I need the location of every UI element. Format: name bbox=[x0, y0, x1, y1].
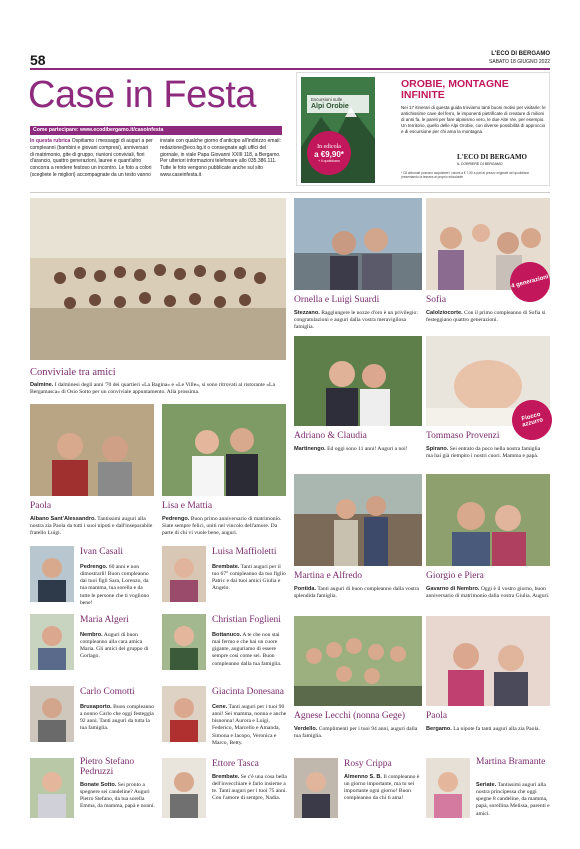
entry-place: Bergamo. bbox=[426, 726, 452, 732]
entry-body: Tanti auguri per il tuo 67° compleanno da tuo figlio Patric e dai tuoi amici Giulia e Angelo. bbox=[212, 564, 286, 592]
badge-line3: + il quotidiano bbox=[318, 158, 340, 163]
entry-body: 60 anni e non dimostrarli! Buon compleanno dai tuoi figli Sara, Lorenzo, da tua mamma, tua sorella e da tutte le persone che ti vogliono bene! bbox=[80, 564, 150, 606]
entry-place: Brembate. bbox=[212, 564, 240, 570]
photo-paola-1 bbox=[30, 404, 154, 496]
entry-text bbox=[426, 586, 550, 600]
entry-place: Pedrengo. bbox=[80, 564, 108, 570]
entry-body: Se c'è una cosa bella dell'invecchiare è farlo insieme a te. Tanti auguri per i tuoi 75 anni. Con l'amore di sempre, Nadia. bbox=[212, 774, 287, 802]
tag-fiocco-azzurro: Fiocco azzurro bbox=[508, 396, 557, 445]
entry-name: Luisa Maffioletti bbox=[212, 547, 277, 557]
entry-body: Buon primo anniversario di matrimonio. Siate sempre felici, uniti nel vincolo dell'amore. Da parte di chi vi vuole bene, auguri. bbox=[162, 516, 282, 537]
ad-price-badge bbox=[307, 131, 351, 175]
entry-body: I dalminesi degli anni '70 dei quartieri «La Bagina» e «Le Ville», si sono ritrovati al ristorante «La Bergamasca» di Osio Sotto per un conviviale appuntamento. Alla prossima. bbox=[30, 382, 275, 396]
entry-body: Ed oggi sono 11 anni! Auguri a noi! bbox=[327, 446, 408, 452]
entry-name: Pietro Stefano Pedruzzi bbox=[80, 757, 135, 777]
photo-maria-algeri bbox=[30, 614, 74, 670]
entry-place: Cene. bbox=[212, 704, 228, 710]
entry-body: Tantissimi auguri alla nostra principessa che oggi spegne 8 candeline, da mamma, papà, sorellina Melissa, parenti e amici. bbox=[476, 782, 550, 817]
advertisement[interactable] bbox=[296, 72, 550, 186]
entry-text bbox=[212, 564, 286, 593]
entry-name: Lisa e Mattia bbox=[162, 501, 213, 511]
entry-text bbox=[80, 704, 154, 733]
entry-text bbox=[476, 782, 550, 818]
entry-place: Martinengo. bbox=[294, 446, 326, 452]
entry-body: Sei pronto a spegnere sei candeline? Auguri Pietro Stefano, da tua sorella Emma, da mamma, papà e nonni. bbox=[80, 782, 155, 810]
entry-body: Tantissimi auguri alla nostra zia Paola da tutti i suoi nipoti e dall'inseparabile fratello Luigi. bbox=[30, 516, 153, 537]
photo-adriano-claudia bbox=[294, 336, 422, 426]
entry-text bbox=[80, 782, 156, 811]
page-number: 58 bbox=[30, 52, 46, 68]
badge-line1: In edicola bbox=[317, 143, 341, 150]
entry-name: Ivan Casali bbox=[80, 547, 124, 557]
entry-name: Tommaso Provenzi bbox=[426, 431, 500, 441]
entry-text bbox=[344, 774, 420, 803]
entry-name: Giacinta Donesana bbox=[212, 687, 285, 697]
intro-lead: In questa rubrica bbox=[30, 138, 71, 144]
entry-name: Giorgio e Piera bbox=[426, 571, 484, 581]
entry-name: Christian Foglieni bbox=[212, 615, 281, 625]
section-title: Case in Festa bbox=[28, 74, 256, 116]
entry-name: Martina Bramante bbox=[476, 757, 546, 767]
entry-place: Bonate Sotto. bbox=[80, 782, 117, 788]
entry-text bbox=[80, 632, 154, 661]
entry-place: Almenno S. B. bbox=[344, 774, 382, 780]
photo-giacinta-donesana bbox=[162, 686, 206, 742]
intro-col1 bbox=[30, 138, 153, 179]
newspaper-name: L'ECO DI BERGAMO bbox=[491, 51, 550, 57]
badge-price: a €9,90* bbox=[314, 149, 344, 159]
photo-agnese-lecchi bbox=[294, 616, 422, 706]
intro-col2: inviate con qualche giorno d'anticipo all'indirizzo email: redazione@eco.bg.it o consegnate agli uffici del giornale, in viale Papa Giovanni XXIII 118, a Bergamo. Per ulteriori informazioni telefonare allo 035.386.111. Tutte le foto vengono pubblicate anche sul sito www.caseinfesta.it bbox=[160, 138, 281, 178]
photo-luisa-maffioletti bbox=[162, 546, 206, 602]
entry-place: Bottanuco. bbox=[212, 632, 242, 638]
entry-text bbox=[426, 446, 546, 460]
entry-body: Sei entrato da poco nella nostra famiglia ma hai già riempito i nostri cuori. Mamma e papà. bbox=[426, 446, 541, 460]
entry-place: Verdello. bbox=[294, 726, 318, 732]
entry-text bbox=[294, 310, 420, 331]
entry-name: Martina e Alfredo bbox=[294, 571, 363, 581]
entry-place: Gavarno di Nembro. bbox=[426, 586, 480, 592]
entry-body: Oggi è il vostro giorno, buon anniversario di matrimonio dalla vostra Giulia. Auguri. bbox=[426, 586, 550, 600]
photo-martina-alfredo bbox=[294, 474, 422, 566]
entry-text bbox=[30, 382, 286, 396]
photo-christian-foglieni bbox=[162, 614, 206, 670]
entry-place: Nembro. bbox=[80, 632, 103, 638]
entry-place: Dalmine. bbox=[30, 382, 54, 388]
entry-text bbox=[294, 586, 420, 600]
issue-date: SABATO 18 GIUGNO 2022 bbox=[489, 59, 550, 65]
photo-lisa-mattia bbox=[162, 404, 286, 496]
entry-name: Conviviale tra amici bbox=[30, 367, 116, 378]
entry-place: Stezzano. bbox=[294, 310, 320, 316]
entry-name: Carlo Comotti bbox=[80, 687, 135, 697]
entry-text bbox=[212, 704, 288, 747]
intro-col1-text: Ospitiamo i messaggi di auguri a per compleanni (bambini e giovani compresi), anniversari di matrimonio, gite di gruppo, riunioni conviviali, fiori d'arancio, quattro generazioni, lauree e quant'altro concorra a rendere festoso un incontro. Le foto a colori (scegliete le migliori) accompagnate da un testo vanno bbox=[30, 138, 153, 178]
entry-name: Maria Algeri bbox=[80, 615, 129, 625]
entry-body: Raggiungere le nozze d'oro è un privilegio: congratulazioni e auguri dalla vostra meravigliosa famiglia. bbox=[294, 310, 418, 331]
header-rule bbox=[30, 68, 550, 70]
entry-text bbox=[426, 310, 550, 324]
entry-body: Buon compleanno a nonno Carlo che oggi festeggia 92 anni. Tanti auguri da tutta la tua famiglia. bbox=[80, 704, 154, 732]
entry-place: Pedrengo. bbox=[162, 516, 190, 522]
photo-martina-bramante bbox=[426, 758, 470, 818]
entry-text bbox=[294, 446, 414, 453]
entry-text bbox=[294, 726, 420, 740]
photo-giorgio-piera bbox=[426, 474, 550, 566]
ad-brand-sub: IL CORRIERE DI BERGAMO bbox=[457, 162, 503, 166]
how-to-bar: Come partecipare: www.ecodibergamo.it/casoinfesta bbox=[30, 126, 282, 135]
entry-place: Spirano. bbox=[426, 446, 449, 452]
entry-body: Tanti auguri per i tuoi 90 anni! Sei mamma, nonna e anche bisnonna! Aurora e Luigi, Federico, Marcello e Amanda, Simona e Jacopo, Veronica e Marco, Betty. bbox=[212, 704, 287, 746]
photo-rosy-crippa bbox=[294, 758, 338, 818]
entry-name: Agnese Lecchi (nonna Gege) bbox=[294, 711, 406, 721]
tag-four-generations: 4 generazioni bbox=[506, 258, 555, 307]
entry-name: Ettore Tasca bbox=[212, 759, 259, 769]
section-divider bbox=[30, 192, 550, 193]
entry-text bbox=[426, 726, 546, 733]
entry-body: Il compleanno è un giorno importante, ma tu sei importante ogni giorno! Buon compleanno da chi ti ama! bbox=[344, 774, 420, 802]
entry-text bbox=[212, 774, 288, 803]
entry-text bbox=[30, 516, 154, 537]
photo-ettore-tasca bbox=[162, 758, 206, 818]
ad-headline: OROBIE, MONTAGNE INFINITE bbox=[401, 78, 509, 102]
ad-brand: L'ECO DI BERGAMO bbox=[457, 153, 528, 161]
entry-name: Ornella e Luigi Suardi bbox=[294, 295, 380, 305]
book-title: Alpi Orobie bbox=[311, 103, 349, 110]
photo-conviviale bbox=[30, 198, 286, 360]
entry-text bbox=[80, 564, 154, 607]
entry-place: Seriate. bbox=[476, 782, 497, 788]
entry-body: Tanti auguri di buon compleanno dalla vostra splendida famiglia. bbox=[294, 586, 419, 600]
ad-footnote: * Gli abbonati possono acquistare i volumi a € 7,50 a pari al prezzo originale del quotidiano presentando la tessera al proprio edicolante bbox=[401, 171, 530, 180]
entry-text bbox=[162, 516, 286, 537]
entry-place: Calolziocorte. bbox=[426, 310, 463, 316]
photo-paola-2 bbox=[426, 616, 550, 706]
entry-place: Brusaporto. bbox=[80, 704, 112, 710]
ad-text: Nei 17 itinerari di questa guida troviamo tanti buoni motivi per visitarle: le antichissime cave del ferro, le imponenti pietrificate di creature di milioni di anni fa, le pareti per fare alpinismo vero, le due Alte Vie, per esempio. Un territorio, quello delle Alpi Orobie, con diverse possibilità di approccio e di escursione per chi ama la montagna. bbox=[401, 105, 546, 135]
entry-name: Paola bbox=[426, 711, 448, 721]
entry-body: Auguri di buon compleanno alla cara amica Maria. Gli amici del gruppo di Gorlago. bbox=[80, 632, 149, 660]
entry-name: Rosy Crippa bbox=[344, 759, 392, 769]
entry-text bbox=[212, 632, 286, 668]
entry-name: Sofia bbox=[426, 295, 447, 305]
photo-ivan-casali bbox=[30, 546, 74, 602]
entry-body: Con il primo compleanno di Sofia si festeggiano quattro generazioni. bbox=[426, 310, 546, 324]
entry-body: La nipote fa tanti auguri alla zia Paola. bbox=[453, 726, 540, 732]
entry-place: Pontida. bbox=[294, 586, 317, 592]
entry-body: A te che non stai mai fermo e che hai un cuore gigante, auguriamo di essere sempre così come sei. Buon compleanno dalla tua famiglia. bbox=[212, 632, 282, 667]
entry-body: Complimenti per i tuoi 94 anni, auguri dalla tua famiglia. bbox=[294, 726, 418, 740]
photo-carlo-comotti bbox=[30, 686, 74, 742]
photo-ornella-luigi bbox=[294, 198, 422, 290]
entry-place: Albano Sant'Alessandro. bbox=[30, 516, 96, 522]
photo-pietro-pedruzzi bbox=[30, 758, 74, 818]
book-title-small: Escursioni sulle bbox=[311, 97, 343, 102]
entry-name: Adriano & Claudia bbox=[294, 431, 367, 441]
entry-name: Paola bbox=[30, 501, 52, 511]
entry-place: Brembate. bbox=[212, 774, 240, 780]
